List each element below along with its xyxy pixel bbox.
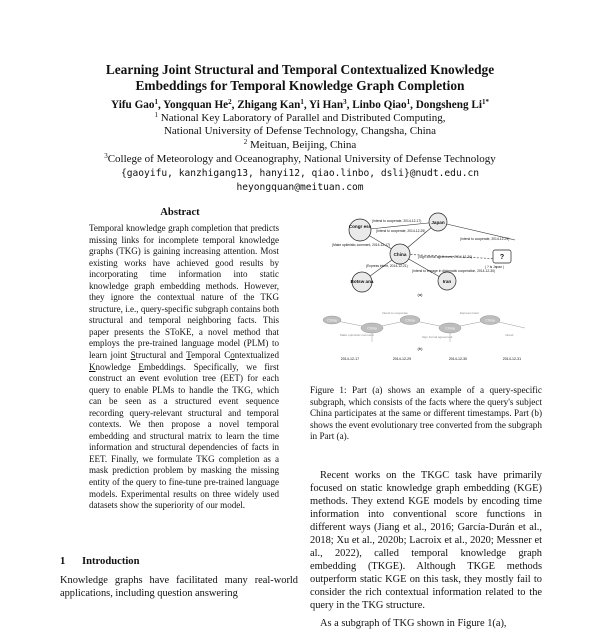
tree-relation-label: Intend (505, 333, 514, 337)
body-paragraph: Recent works on the TKGC task have primarily focused on static knowledge graph embedding (KGE) methods. They extend KGE models by encoding time information into conventional score functions in different ways (Jiang et al., 2016; García-Durán et al., 2018; Xu et al., 2020b; Lacroix et al., 2020; Messner et al., 2022), called temporal knowledge graph embedding (TKGE). Although TKGE methods outperform static KGE on this task, they mostly fail to consider the rich contextual information related to the query in the TKG structure. (310, 470, 542, 611)
node-label-botswana: Botsw ana (350, 279, 374, 284)
affiliation-sup: 2 (243, 138, 248, 146)
tree-node-label: China (327, 318, 337, 323)
abstract-underline: E (138, 361, 144, 372)
timestamp-label: 2014-12-29 (392, 357, 412, 361)
tree-relation-label: Make optimistic comment (340, 333, 374, 337)
title-line-1: Learning Joint Structural and Temporal Contextualized Knowledge (105, 62, 495, 77)
author-sup: 1 (406, 98, 411, 106)
author-sup: 3 (343, 98, 347, 106)
affiliation-line: National Key Laboratory of Parallel and Distributed Computing, (160, 112, 446, 124)
affiliation-2 (40, 139, 560, 152)
edge-label: (Intend to cooperate, 2014-12-29) (460, 237, 510, 241)
section-title: Introduction (82, 556, 140, 567)
abstract-underline: T (186, 350, 192, 361)
author-sup: 1 (300, 98, 304, 106)
edge-label: (Make optimistic comment, 2014-12-17) (332, 243, 391, 247)
author-sup: 1* (481, 98, 489, 106)
figure-part-b-label: (b) (417, 346, 423, 351)
email-line-2: heyongquan@meituan.com (236, 182, 364, 193)
author-name: Yongquan He (163, 99, 229, 111)
author-list: Yifu Gao$^1$, Yongquan He$^2$, Zhigang Kan$^1$, Yi Han$^3$, Linbo Qiao$^1$, Dongsheng $Li^{1*}$ (111, 98, 489, 111)
node-circle (349, 219, 371, 241)
abstract-text: nowledge (95, 361, 139, 372)
timestamp-label: 2014-12-17 (340, 357, 360, 361)
tree-relation-label: Express intent (460, 311, 480, 315)
paper-title (60, 62, 540, 94)
node-label-iran: Iran (442, 279, 452, 284)
section-heading-introduction (60, 556, 140, 567)
tree-node-label: China (485, 318, 495, 323)
affiliation-1 (40, 112, 560, 138)
email-line-1: {gaoyifu, kanzhigang13, hanyi12, qiao.linbo, dsli}@nudt.edu.cn (120, 168, 480, 179)
figure-1 (310, 210, 540, 380)
body-paragraph: As a subgraph of TKG shown in Figure 1(a), (320, 618, 507, 630)
node-label-china: China (393, 252, 407, 257)
abstract-body (89, 223, 279, 512)
abstract-text: emporal C (191, 350, 231, 361)
affiliation-sup: 1 (154, 111, 159, 119)
title-line-2: Embeddings for Temporal Knowledge Graph Completion (135, 78, 465, 93)
timestamp-label: 2014-12-31 (502, 357, 522, 361)
timestamp-label: 2014-12-30 (448, 357, 468, 361)
edge-label: (Express intent, 2014-12-21) (366, 264, 408, 268)
affiliation-line: Meituan, Beijing, China (249, 139, 357, 151)
affiliation-3 (40, 153, 560, 166)
node-label-congress: Congr ess (348, 224, 372, 229)
affiliation-line: National University of Defense Technology, Changsha, China (163, 125, 437, 137)
intro-body (60, 574, 298, 601)
affiliation-sup: 3 (104, 152, 108, 160)
tree-timestamps (341, 357, 521, 361)
right-column-body (310, 470, 542, 637)
abstract-text: ntextualized (234, 350, 279, 361)
figure-part-a-label: (a) (417, 292, 423, 297)
node-label-japan: Japan (431, 220, 445, 225)
edge-label: (Intend to cooperate, 2014-12-25) (376, 229, 426, 233)
abstract-heading: Abstract (160, 207, 200, 218)
abstract-text: . Specifically, we first construct an event evolution tree (EET) for each query to enable PLMs to handle the TKG, which can be seen as a structured event sequence recording query-relevant structural and temporal contexts. We then propose a novel temporal embedding and structural matrix to learn the time information and structural dependencies of facts in EET. Finally, we formulate TKG completion as a mask prediction problem by masking the missing entity of the query to fine-tune pre-trained language models. Experimental results on three widely used datasets show the superiority of our model. (89, 361, 279, 511)
abstract-underline: S (130, 350, 136, 361)
affiliation-line: College of Meteorology and Oceanography, National University of Defense Technology (107, 153, 496, 165)
edge-label: (Intend to engage in diplomatic cooperation, 2014-12-30) (412, 269, 496, 273)
author-name: Linbo Qiao (352, 99, 407, 111)
author-name: Yi Han (309, 99, 344, 111)
author-sup: 2 (228, 98, 232, 106)
tree-relation-label: Intend to cooperate (382, 311, 408, 315)
tree-node-label: China (367, 326, 377, 331)
edge-label: (Sign formal agreement, 2014-12-30) (418, 255, 473, 259)
tree-node-label: China (445, 326, 455, 331)
tree-relation-label: Sign formal agreement (422, 335, 453, 339)
edge-label: (Intend to cooperate, 2014-12-17) (372, 219, 422, 223)
abstract-text: Temporal knowledge graph completion that predicts missing links for incomplete temporal knowledge graphs (TKG) is gaining increasing attention. Most existing works have achieved good results by incorporating time information into static knowledge graph embedding methods. However, they ignore the contextual nature of the TKG structure, i.e., query-specific subgraph contains both structural and temporal neighboring facts. This paper presents the SToKE, a novel method that employs the pre-trained language model (PLM) to learn joint (89, 223, 279, 361)
abstract-text: tructural and (135, 350, 187, 361)
section-number: 1 (60, 556, 66, 567)
author-name: Yifu Gao (111, 99, 155, 111)
abstract-underline: o (230, 350, 235, 361)
edge-label: ( ? is Japan ) (485, 265, 505, 269)
tree-node-label: China (405, 318, 415, 323)
query-mark: ? (499, 254, 505, 261)
abstract-text: mbeddings (143, 361, 184, 372)
intro-paragraph: Knowledge graphs have facilitated many real-world applications, including question answering (60, 575, 298, 600)
author-name: Dongsheng Li (415, 99, 482, 111)
caption-text: Figure 1: Part (a) shows an example of a query-specific subgraph, which consists of the facts where the query's subject China participates at the same or different timestamps. Part (b) shows the event evolutionary tree converted from the subgraph in Part (a). (310, 385, 542, 442)
abstract-underline: K (89, 361, 96, 372)
author-name: Zhigang Kan (237, 99, 301, 111)
author-sup: 1 (154, 98, 158, 106)
figure-caption (310, 385, 542, 443)
